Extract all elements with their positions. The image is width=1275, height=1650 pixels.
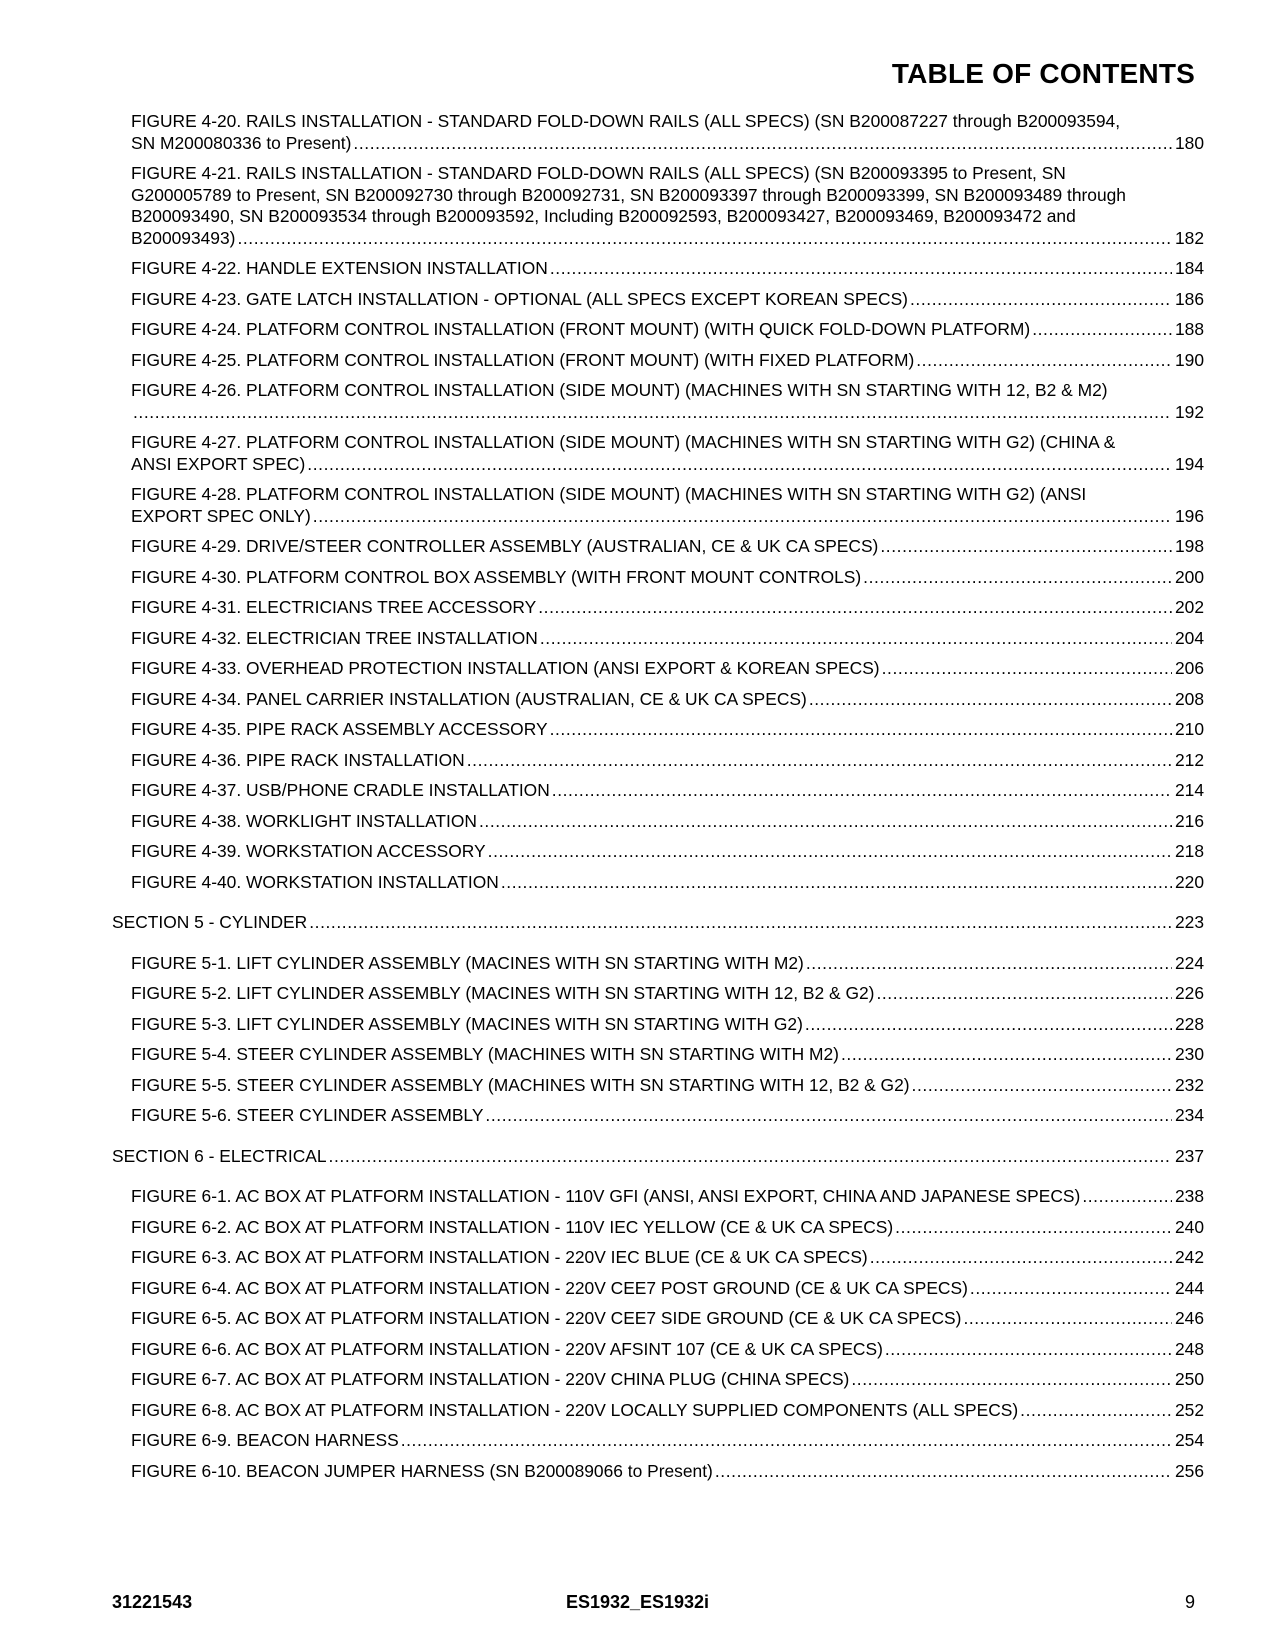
dot-leader [309,912,1172,934]
toc-entry-title: FIGURE 6-1. AC BOX AT PLATFORM INSTALLATION - 110V GFI (ANSI, ANSI EXPORT, CHINA AND JAPANESE SPECS) [131,1186,1081,1206]
toc-entry-title: FIGURE 6-7. AC BOX AT PLATFORM INSTALLATION - 220V CHINA PLUG (CHINA SPECS) [131,1369,850,1389]
footer-doc-number: 31221543 [112,1592,193,1612]
dot-leader [851,1369,1172,1391]
toc-figure-entry[interactable] [112,350,1204,372]
toc-entry-title: FIGURE 6-2. AC BOX AT PLATFORM INSTALLATION - 110V IEC YELLOW (CE & UK CA SPECS) [131,1216,894,1237]
toc-page-number: 186 [1174,288,1204,309]
dot-leader [910,289,1172,311]
toc-entry-title: FIGURE 4-24. PLATFORM CONTROL INSTALLATION (FRONT MOUNT) (WITH QUICK FOLD-DOWN PLATFORM) [131,319,1031,339]
toc-page-number: 246 [1174,1308,1204,1328]
toc-entry-title: SN M200080336 to Present) [131,132,352,153]
toc-figure-entry[interactable] [112,111,1204,154]
toc-figure-entry[interactable] [112,719,1204,741]
toc-page-number: 224 [1174,952,1204,973]
toc-page-number: 192 [1174,401,1204,422]
toc-entry-title: FIGURE 4-32. ELECTRICIAN TREE INSTALLATION [131,627,538,648]
toc-figure-entry[interactable] [112,1105,1204,1127]
toc-figure-entry[interactable] [112,1430,1204,1452]
toc-figure-entry[interactable] [112,597,1204,619]
toc-entry-title: FIGURE 4-34. PANEL CARRIER INSTALLATION (AUSTRALIAN, CE & UK CA SPECS) [131,688,807,709]
dot-leader [313,506,1172,528]
toc-page-number: 204 [1174,627,1204,648]
dot-leader [485,1105,1172,1127]
toc-page-number: 244 [1174,1277,1204,1298]
dot-leader [1020,1400,1172,1422]
toc-entry-title: FIGURE 4-39. WORKSTATION ACCESSORY [131,841,486,861]
toc-entry-line: FIGURE 4-27. PLATFORM CONTROL INSTALLATION (SIDE MOUNT) (MACHINES WITH SN STARTING WITH G2) (CHINA & [131,432,1116,452]
toc-figure-entry[interactable] [112,953,1204,975]
toc-page-number: 234 [1174,1105,1204,1125]
page-title: TABLE OF CONTENTS [891,58,1195,89]
toc-page-number: 250 [1174,1369,1204,1389]
toc-figure-entry[interactable] [112,1217,1204,1239]
toc-entry-line: B200093490, SN B200093534 through B200093592, Including B200092593, B200093427, B200093469, B200093472 and [131,206,1076,226]
dot-leader [467,750,1172,772]
toc-page-number: 228 [1174,1013,1204,1034]
toc-entry-line: FIGURE 4-21. RAILS INSTALLATION - STANDARD FOLD-DOWN RAILS (ALL SPECS) (SN B200093395 to Present, SN [131,163,1066,183]
toc-entry-title: FIGURE 6-3. AC BOX AT PLATFORM INSTALLATION - 220V IEC BLUE (CE & UK CA SPECS) [131,1247,868,1267]
dot-leader [479,811,1172,833]
toc-entry-line: FIGURE 4-20. RAILS INSTALLATION - STANDARD FOLD-DOWN RAILS (ALL SPECS) (SN B200087227 through B200093594, [131,111,1121,131]
dot-leader [401,1430,1172,1452]
toc-figure-entry[interactable] [112,983,1204,1005]
toc-entry-title: FIGURE 4-38. WORKLIGHT INSTALLATION [131,810,477,831]
toc-figure-entry[interactable] [112,289,1204,311]
dot-leader [805,1014,1172,1036]
toc-entry-title: FIGURE 4-35. PIPE RACK ASSEMBLY ACCESSORY [131,719,548,739]
dot-leader [715,1461,1172,1483]
dot-leader [882,658,1172,680]
toc-entry-title: FIGURE 4-22. HANDLE EXTENSION INSTALLATION [131,258,548,278]
dot-leader [540,628,1172,650]
toc-figure-entry[interactable] [112,1369,1204,1391]
dot-leader [912,1075,1172,1097]
dot-leader [353,133,1172,155]
toc-figure-entry[interactable] [112,780,1204,802]
toc-page-number: 238 [1174,1186,1204,1206]
toc-entry-title: FIGURE 4-23. GATE LATCH INSTALLATION - OPTIONAL (ALL SPECS EXCEPT KOREAN SPECS) [131,288,908,309]
toc-entry-title: FIGURE 4-31. ELECTRICIANS TREE ACCESSORY [131,597,537,617]
toc-figure-entry[interactable] [112,380,1204,423]
toc-page-number: 180 [1174,132,1204,153]
toc-page-number: 256 [1174,1460,1204,1481]
toc-entry-title: ANSI EXPORT SPEC) [131,453,306,474]
toc-page-number: 182 [1174,227,1204,248]
toc-entry-title: FIGURE 5-3. LIFT CYLINDER ASSEMBLY (MACINES WITH SN STARTING WITH G2) [131,1013,803,1034]
toc-page-number: 208 [1174,688,1204,709]
toc-entry-title: SECTION 5 - CYLINDER [112,912,308,932]
dot-leader [552,780,1172,802]
toc-figure-entry[interactable] [112,163,1204,249]
toc-entry-title: FIGURE 6-8. AC BOX AT PLATFORM INSTALLATION - 220V LOCALLY SUPPLIED COMPONENTS (ALL SPECS) [131,1399,1019,1420]
toc-entry-title: FIGURE 5-4. STEER CYLINDER ASSEMBLY (MACHINES WITH SN STARTING WITH M2) [131,1044,839,1064]
toc-page-number: 200 [1174,566,1204,587]
toc-figure-entry[interactable] [112,1339,1204,1361]
toc-entry-line: FIGURE 4-28. PLATFORM CONTROL INSTALLATION (SIDE MOUNT) (MACHINES WITH SN STARTING WITH G2) (ANSI [131,484,1087,504]
toc-figure-entry[interactable] [112,1400,1204,1422]
dot-leader [550,258,1172,280]
toc-entry-title: FIGURE 6-4. AC BOX AT PLATFORM INSTALLATION - 220V CEE7 POST GROUND (CE & UK CA SPECS) [131,1277,968,1298]
toc-page-number: 184 [1174,258,1204,278]
dot-leader [1082,1186,1172,1208]
toc-figure-entry[interactable] [112,1278,1204,1300]
dot-leader [880,536,1172,558]
footer-page-number: 9 [1184,1592,1195,1612]
toc-page-number: 198 [1174,536,1204,556]
toc-entry-title: FIGURE 4-30. PLATFORM CONTROL BOX ASSEMBLY (WITH FRONT MOUNT CONTROLS) [131,566,862,587]
dot-leader [876,983,1172,1005]
toc-figure-entry[interactable] [112,689,1204,711]
toc-figure-entry[interactable] [112,319,1204,341]
dot-leader [237,228,1172,250]
toc-figure-entry[interactable] [112,1308,1204,1330]
toc-entry-title: FIGURE 5-6. STEER CYLINDER ASSEMBLY [131,1105,484,1125]
toc-page-number: 242 [1174,1247,1204,1267]
toc-entry-title: FIGURE 5-5. STEER CYLINDER ASSEMBLY (MACHINES WITH SN STARTING WITH 12, B2 & G2) [131,1074,910,1095]
dot-leader [550,719,1172,741]
toc-page-number: 223 [1174,912,1204,932]
dot-leader [963,1308,1172,1330]
toc-entry-title: FIGURE 6-5. AC BOX AT PLATFORM INSTALLATION - 220V CEE7 SIDE GROUND (CE & UK CA SPECS) [131,1308,962,1328]
toc-figure-entry[interactable] [112,1461,1204,1483]
dot-leader [307,454,1172,476]
toc-page-number: 190 [1174,349,1204,370]
toc-entry-title: FIGURE 4-40. WORKSTATION INSTALLATION [131,871,499,892]
toc-entry-title: FIGURE 4-36. PIPE RACK INSTALLATION [131,749,465,770]
toc-entry-title: FIGURE 5-2. LIFT CYLINDER ASSEMBLY (MACINES WITH SN STARTING WITH 12, B2 & G2) [131,983,875,1003]
toc-page-number: 252 [1174,1399,1204,1420]
toc-page-number: 220 [1174,871,1204,892]
toc-figure-entry[interactable] [112,1186,1204,1208]
dot-leader [863,567,1172,589]
toc-page-number: 254 [1174,1430,1204,1450]
dot-leader [809,689,1172,711]
toc-figure-entry[interactable] [112,1075,1204,1097]
toc-page-number: 240 [1174,1216,1204,1237]
toc-page-number: 226 [1174,983,1204,1003]
toc-page-number: 214 [1174,780,1204,800]
toc-figure-entry[interactable] [112,1014,1204,1036]
toc-page-number: 212 [1174,749,1204,770]
dot-leader [916,350,1172,372]
toc-entry-line: FIGURE 4-26. PLATFORM CONTROL INSTALLATION (SIDE MOUNT) (MACHINES WITH SN STARTING WITH 12, B2 & M2) [131,380,1108,400]
toc-entry-title: FIGURE 5-1. LIFT CYLINDER ASSEMBLY (MACINES WITH SN STARTING WITH M2) [131,952,804,973]
toc-entry-title: EXPORT SPEC ONLY) [131,505,311,526]
toc-page-number: 218 [1174,841,1204,861]
toc-page-number: 216 [1174,810,1204,831]
toc-page-number: 230 [1174,1044,1204,1064]
toc-figure-entry[interactable] [112,536,1204,558]
toc-page-number: 202 [1174,597,1204,617]
dot-leader [885,1339,1172,1361]
dot-leader [970,1278,1172,1300]
toc-figure-entry[interactable] [112,1044,1204,1066]
toc-entry-title: FIGURE 4-37. USB/PHONE CRADLE INSTALLATION [131,780,550,800]
toc-figure-entry[interactable] [112,658,1204,680]
toc-entry-title: B200093493) [131,227,236,248]
toc-figure-entry[interactable] [112,750,1204,772]
dot-leader [1032,319,1172,341]
footer-model: ES1932_ES1932i [565,1592,710,1612]
toc-section-entry[interactable] [112,912,1204,934]
toc-figure-entry[interactable] [112,567,1204,589]
toc-page-number: 188 [1174,319,1204,339]
toc-entry-title: FIGURE 4-25. PLATFORM CONTROL INSTALLATION (FRONT MOUNT) (WITH FIXED PLATFORM) [131,349,915,370]
toc-entry-line: G200005789 to Present, SN B200092730 through B200092731, SN B200093397 through B200093399, SN B200093489 through [131,184,1126,205]
dot-leader [538,597,1172,619]
toc-page-number: 210 [1174,719,1204,739]
dot-leader [806,953,1172,975]
table-of-contents [112,111,1204,1482]
toc-page-number: 232 [1174,1074,1204,1095]
dot-leader [488,841,1172,863]
toc-section-entry[interactable] [112,1146,1204,1168]
dot-leader [895,1217,1172,1239]
toc-page-number: 237 [1174,1145,1204,1166]
toc-entry-title: FIGURE 6-6. AC BOX AT PLATFORM INSTALLATION - 220V AFSINT 107 (CE & UK CA SPECS) [131,1338,883,1359]
toc-page-number: 194 [1174,453,1204,474]
toc-figure-entry[interactable] [112,432,1204,475]
toc-entry-title: FIGURE 6-9. BEACON HARNESS [131,1430,399,1450]
toc-entry-title: FIGURE 4-29. DRIVE/STEER CONTROLLER ASSEMBLY (AUSTRALIAN, CE & UK CA SPECS) [131,536,879,556]
toc-page-number: 206 [1174,658,1204,678]
toc-figure-entry[interactable] [112,628,1204,650]
toc-entry-title: FIGURE 6-10. BEACON JUMPER HARNESS (SN B200089066 to Present) [131,1460,713,1481]
dot-leader [501,872,1172,894]
dot-leader [329,1146,1172,1168]
toc-figure-entry[interactable] [112,811,1204,833]
dot-leader [133,402,1172,424]
toc-page-number: 248 [1174,1338,1204,1359]
dot-leader [841,1044,1172,1066]
toc-figure-entry[interactable] [112,872,1204,894]
toc-entry-title: SECTION 6 - ELECTRICAL [112,1145,327,1166]
toc-figure-entry[interactable] [112,484,1204,527]
toc-figure-entry[interactable] [112,258,1204,280]
toc-figure-entry[interactable] [112,1247,1204,1269]
toc-figure-entry[interactable] [112,841,1204,863]
toc-entry-title: FIGURE 4-33. OVERHEAD PROTECTION INSTALLATION (ANSI EXPORT & KOREAN SPECS) [131,658,880,678]
dot-leader [870,1247,1172,1269]
toc-page-number: 196 [1174,505,1204,526]
